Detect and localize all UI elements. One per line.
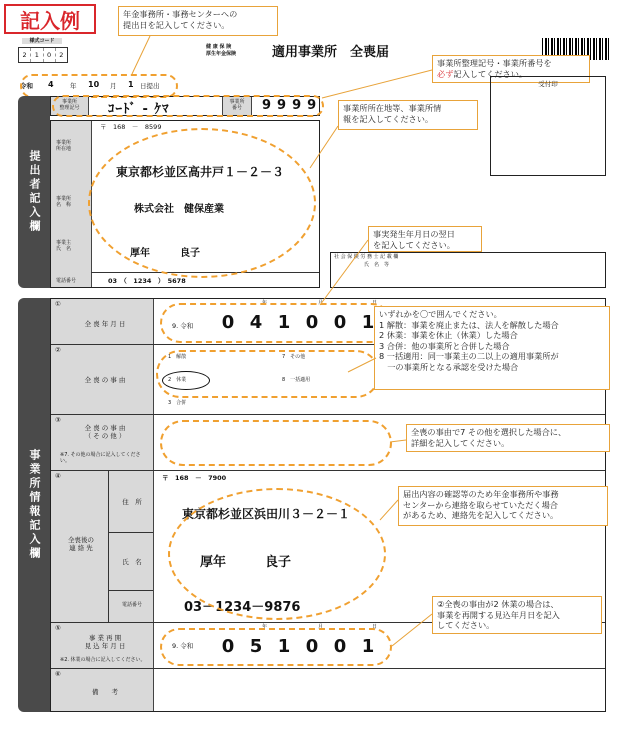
row4-label: 全喪後の 連 絡 先: [68, 536, 94, 552]
form-title: 適用事業所 全喪届: [272, 45, 390, 60]
form-code-digit: 0: [44, 48, 56, 62]
bango-digit: 9: [277, 98, 287, 113]
seiri-value[interactable]: ｺｰﾄﾞ - ｹﾏ: [108, 102, 170, 117]
callout-reason: いずれかを〇で囲んでください。 1 解散：事業を廃止または、法人を解散した場合 2 休業：事業を休止（休業）した場合 3 合併：他の事業所と合併した場合 8 一括適用：同一事業主の二以上の適用事業所が 一の事業所となる承認を受けた場合: [374, 306, 610, 390]
date-digit: 1: [361, 312, 375, 333]
form-code-digit: 2: [19, 48, 31, 62]
phone-label: 電話番号: [56, 278, 77, 284]
row3-label: 全 喪 の 事 由 （ そ の 他 ）: [84, 424, 126, 440]
date-digit: 0: [305, 636, 319, 657]
date-digit: 1: [277, 636, 291, 657]
row4-name-label: 氏 名: [122, 558, 142, 566]
date-digit: 4: [249, 312, 263, 333]
date-digit: 0: [305, 312, 319, 333]
bango-digit: 9: [292, 98, 302, 113]
address-label: 事業所 所在地: [56, 140, 72, 152]
form-code-digit: 1: [31, 48, 43, 62]
row5-unit-year: 年: [262, 624, 268, 630]
row6-label: 備 考: [92, 688, 118, 696]
bango-digit: 9: [262, 98, 272, 113]
date-digit: 0: [333, 636, 347, 657]
form-code-label: 様式コード: [22, 38, 62, 44]
reason-option-7[interactable]: 7 その他: [282, 354, 306, 360]
callout-contact: 届出内容の確認等のため年金事務所や事務 センターから連絡を取らせていただく場合 があるため、連絡先を記入してください。: [398, 486, 608, 526]
date-digit: 1: [361, 636, 375, 657]
bango-label: 事業所 番号: [222, 97, 252, 115]
office-phone[interactable]: 03 （ 1234 ） 5678: [108, 277, 186, 285]
row4-number: ④: [55, 472, 61, 480]
row1-era: 9. 令和: [172, 322, 194, 330]
date-digit: 0: [333, 312, 347, 333]
row5-era: 9. 令和: [172, 642, 194, 650]
reason-option-2[interactable]: 2 休業: [168, 377, 187, 383]
reason-option-8[interactable]: 8 一括適用: [282, 377, 311, 383]
row6-number: ⑥: [55, 670, 61, 678]
reason-option-1[interactable]: 1 解散: [168, 354, 187, 360]
row2-label: 全 喪 の 事 由: [84, 376, 126, 384]
submit-year: 4: [48, 80, 54, 89]
row2-number: ②: [55, 346, 61, 354]
submit-month-label: 月: [110, 82, 117, 90]
reason-option-3[interactable]: 3 合併: [168, 400, 187, 406]
date-digit: 1: [277, 312, 291, 333]
date-digit: 5: [249, 636, 263, 657]
callout-submit-date: 年金事務所・事務センターへの 提出日を記入してください。: [118, 6, 278, 36]
callout-office-info: 事業所所在地等、事業所情 報を記入してください。: [338, 100, 478, 130]
row5-unit-day: 日: [372, 624, 378, 630]
row3-number: ③: [55, 416, 61, 424]
row3-note: ※7. その他の場合に記入してください。: [60, 452, 141, 464]
row5-number: ⑤: [55, 624, 61, 632]
office-postal[interactable]: 〒 168 － 8599: [100, 123, 162, 131]
submit-month: 10: [88, 80, 100, 89]
date-digit: 0: [221, 312, 235, 333]
office-name-label: 事業所 名 称: [56, 196, 72, 208]
insurance-type-1: 健 康 保 険: [206, 44, 232, 50]
office-address[interactable]: 東京都杉並区高井戸１－２－３: [116, 165, 285, 179]
submit-day: 1: [128, 80, 134, 89]
row1-number: ①: [55, 300, 61, 308]
form-code-digit: 2: [59, 51, 64, 59]
callout-reopen-date: ②全喪の事由が2 休業の場合は、 事業を再開する見込年月日を記入 してください。: [432, 596, 602, 634]
bango-digit: 9: [307, 98, 317, 113]
sharoushi-name-label: 氏 名 等: [364, 262, 390, 268]
row1-unit-month: 月: [318, 300, 324, 306]
callout-other-reason: 全喪の事由で7 その他を選択した場合に、 詳細を記入してください。: [406, 424, 610, 452]
info-side-label: 事業所情報記入欄: [18, 298, 50, 712]
row4-address-label: 住 所: [122, 498, 142, 506]
row4-phone-label: 電話番号: [121, 602, 142, 608]
office-name[interactable]: 株式会社 健保産業: [134, 204, 224, 215]
reception-label: 受付印: [538, 80, 558, 88]
row4-phone[interactable]: 03－1234－9876: [184, 600, 301, 615]
sharoushi-label: 社 会 保 険 労 務 士 記 載 欄: [334, 254, 399, 260]
submitter-side-label: 提出者記入欄: [18, 96, 50, 288]
owner-name[interactable]: 厚年 良子: [130, 248, 200, 259]
submit-era: 令和: [20, 82, 33, 90]
submit-day-label: 日提出: [140, 82, 160, 90]
example-stamp: 記入例: [4, 4, 96, 34]
row5-unit-month: 月: [318, 624, 324, 630]
row4-address[interactable]: 東京都杉並区浜田川３－２－１: [182, 507, 351, 521]
row1-label: 全 喪 年 月 日: [84, 320, 126, 328]
row5-label: 事 業 再 開 見 込 年 月 日: [84, 634, 126, 650]
row1-unit-day: 日: [372, 300, 378, 306]
callout-fact-date: 事実発生年月日の翌日 を記入してください。: [368, 226, 482, 252]
row4-name[interactable]: 厚年 良子: [200, 555, 292, 570]
seiri-label: 事業所 整理記号: [51, 97, 89, 115]
row5-note: ※2. 休業の場合に記入してください。: [60, 657, 146, 663]
row1-unit-year: 年: [262, 300, 268, 306]
owner-label: 事業主 氏 名: [56, 240, 72, 252]
callout-office-codes: 事業所整理記号・事業所番号を 必ず記入してください。: [432, 55, 590, 83]
row4-postal[interactable]: 〒 168 － 7900: [162, 474, 227, 482]
submit-year-label: 年: [70, 82, 77, 90]
date-digit: 0: [221, 636, 235, 657]
insurance-type-2: 厚生年金保険: [206, 51, 237, 57]
